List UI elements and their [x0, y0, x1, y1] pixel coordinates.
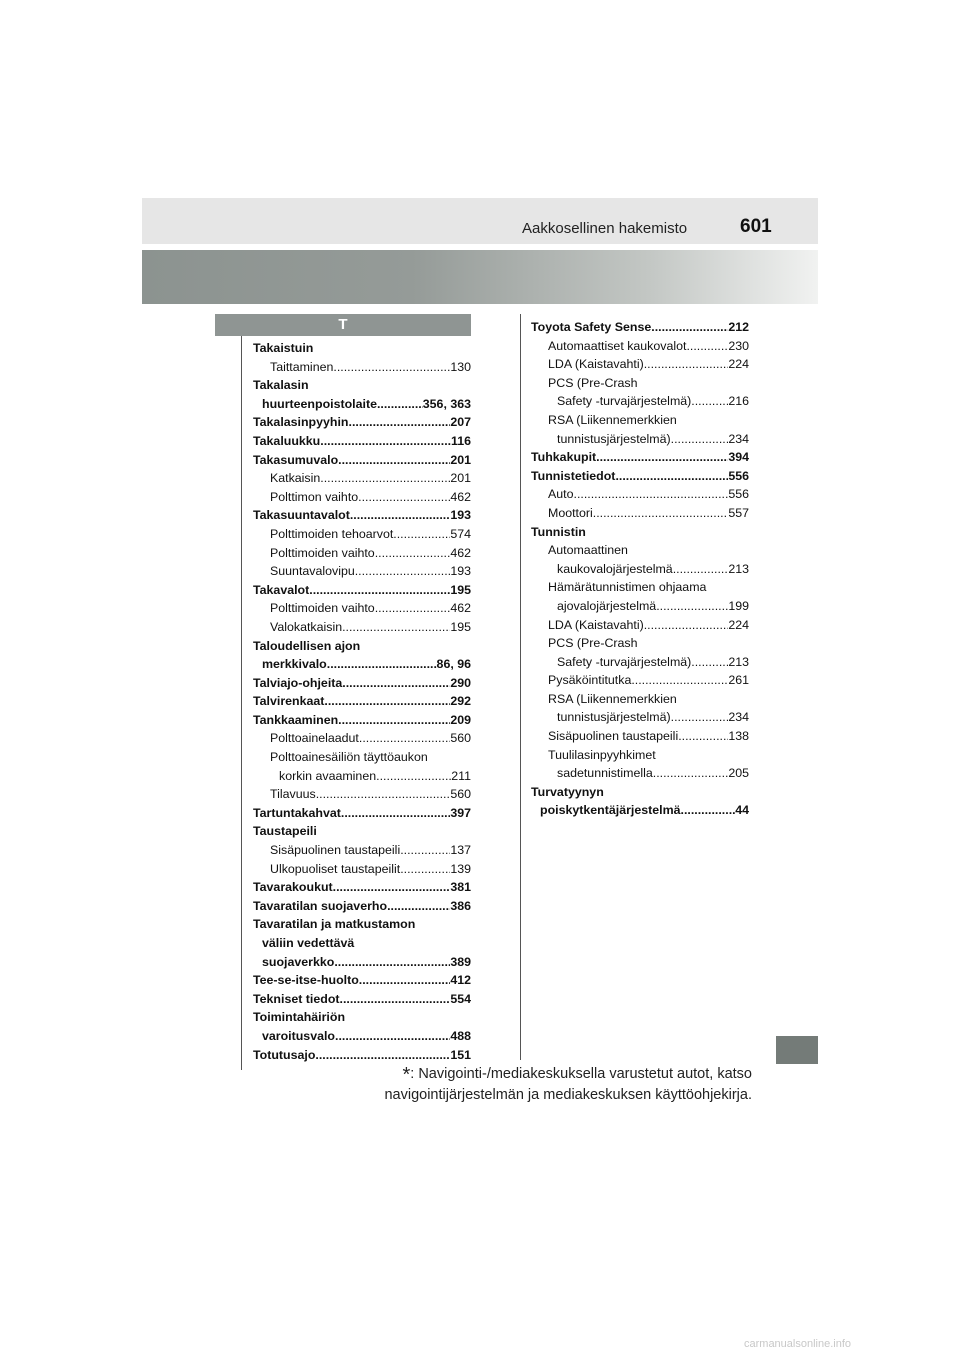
index-entry[interactable]	[531, 523, 749, 542]
index-entry[interactable]	[253, 655, 471, 674]
leader-dots	[359, 971, 451, 990]
index-entry-term: Tartuntakahvat	[253, 805, 341, 820]
leader-dots	[671, 708, 729, 727]
leader-dots	[335, 1027, 450, 1046]
index-entry-page: 139	[450, 861, 471, 876]
leader-dots	[656, 597, 728, 616]
index-entry-page: 381	[450, 880, 471, 895]
index-entry[interactable]	[531, 708, 749, 727]
index-entry[interactable]	[253, 581, 471, 600]
index-entry[interactable]	[531, 411, 749, 430]
index-entry-term: Sisäpuolinen taustapeili	[270, 843, 401, 858]
index-column-right	[531, 318, 749, 820]
index-entry-page: 207	[450, 415, 471, 430]
index-entry[interactable]	[531, 448, 749, 467]
index-entry[interactable]	[253, 953, 471, 972]
index-entry-term: sadetunnistimella	[557, 766, 653, 781]
index-entry[interactable]	[253, 488, 471, 507]
leader-dots	[678, 727, 728, 746]
index-entry[interactable]	[253, 562, 471, 581]
index-entry-term: Pysäköintitutka	[548, 673, 632, 688]
index-entry[interactable]	[253, 1046, 471, 1065]
index-entry[interactable]	[531, 653, 749, 672]
index-entry-term: Tee-se-itse-huolto	[253, 973, 359, 988]
leader-dots	[400, 841, 450, 860]
leader-dots	[333, 878, 451, 897]
index-entry[interactable]	[253, 804, 471, 823]
index-entry[interactable]	[531, 392, 749, 411]
index-entry-page: 44	[735, 803, 749, 818]
index-entry[interactable]	[531, 690, 749, 709]
index-entry-page: 560	[450, 787, 471, 802]
index-entry[interactable]	[253, 915, 471, 934]
index-entry-term: Polttimoiden vaihto	[270, 601, 375, 616]
index-entry-term: Polttimon vaihto	[270, 489, 359, 504]
index-entry[interactable]	[253, 748, 471, 767]
leader-dots	[375, 599, 451, 618]
index-entry[interactable]	[253, 990, 471, 1009]
decorative-gradient-band	[142, 250, 818, 304]
index-entry-page: 224	[728, 617, 749, 632]
index-entry-page: 397	[450, 805, 471, 820]
index-entry-term: varoitusvalo	[262, 1028, 335, 1043]
index-entry-term: PCS (Pre-Crash	[548, 636, 638, 651]
index-entry-term: korkin avaaminen	[279, 768, 377, 783]
index-entry-term: Tunnistin	[531, 524, 586, 539]
index-entry-term: Polttimoiden tehoarvot	[270, 526, 394, 541]
index-entry-term: Sisäpuolinen taustapeili	[548, 729, 679, 744]
leader-dots	[334, 953, 450, 972]
leader-dots	[359, 729, 450, 748]
index-entry[interactable]	[253, 729, 471, 748]
index-entry-page: 193	[450, 564, 471, 579]
leader-dots	[342, 674, 450, 693]
leader-dots	[644, 616, 729, 635]
leader-dots	[338, 451, 450, 470]
index-entry[interactable]	[253, 451, 471, 470]
index-entry-term: Tunnistetiedot	[531, 468, 616, 483]
index-entry-page: 86, 96	[436, 657, 471, 672]
index-entry-term: huurteenpoistolaite	[262, 396, 377, 411]
index-entry-term: Auto	[548, 487, 574, 502]
index-entry[interactable]	[531, 783, 749, 802]
index-entry[interactable]	[531, 430, 749, 449]
page-title: Aakkosellinen hakemisto	[522, 220, 688, 237]
watermark: carmanualsonline.info	[744, 1338, 852, 1350]
index-entry[interactable]	[253, 618, 471, 637]
index-entry-term: Turvatyynyn	[531, 784, 604, 799]
index-entry-page: 412	[450, 973, 471, 988]
index-entry[interactable]	[253, 822, 471, 841]
index-entry-term: Takasuuntavalot	[253, 508, 350, 523]
leader-dots	[596, 448, 728, 467]
index-entry-term: Polttimoiden vaihto	[270, 545, 375, 560]
index-entry-page: 556	[728, 468, 749, 483]
index-entry-page: 356, 363	[422, 396, 471, 411]
leader-dots	[342, 618, 450, 637]
index-entry-term: suojaverkko	[262, 954, 335, 969]
leader-dots	[673, 560, 729, 579]
index-entry-term: RSA (Liikennemerkkien	[548, 691, 677, 706]
index-entry-term: Takavalot	[253, 582, 310, 597]
footnote-line-1: : Navigointi-/mediakeskuksella varustetut autot, katso	[410, 1066, 752, 1082]
index-entry-page: 151	[450, 1047, 471, 1062]
index-entry[interactable]	[531, 578, 749, 597]
index-entry[interactable]	[253, 599, 471, 618]
index-entry-term: Tekniset tiedot	[253, 991, 340, 1006]
index-entry-page: 389	[450, 954, 471, 969]
leader-dots	[340, 990, 451, 1009]
leader-dots	[327, 655, 437, 674]
leader-dots	[681, 801, 736, 820]
index-entry[interactable]	[531, 485, 749, 504]
index-entry-term: Totutusajo	[253, 1047, 316, 1062]
index-entry-page: 209	[450, 712, 471, 727]
section-letter-tab: T	[215, 314, 471, 336]
leader-dots	[316, 785, 451, 804]
index-entry-term: Hämärätunnistimen ohjaama	[548, 580, 707, 595]
index-entry[interactable]	[531, 746, 749, 765]
index-entry-page: 290	[450, 675, 471, 690]
index-entry-term: poiskytkentäjärjestelmä	[540, 803, 681, 818]
index-entry-term: ajovalojärjestelmä	[557, 598, 657, 613]
index-entry-page: 195	[450, 619, 471, 634]
index-entry-page: 224	[728, 357, 749, 372]
index-entry[interactable]	[253, 785, 471, 804]
index-entry[interactable]	[253, 637, 471, 656]
leader-dots	[324, 692, 450, 711]
index-entry-page: 462	[450, 545, 471, 560]
index-entry[interactable]	[253, 376, 471, 395]
index-entry[interactable]	[253, 767, 471, 786]
leader-dots	[338, 711, 450, 730]
leader-dots	[686, 337, 728, 356]
index-entry[interactable]	[531, 671, 749, 690]
section-side-tab[interactable]	[776, 1036, 818, 1064]
leader-dots	[644, 355, 729, 374]
index-entry[interactable]	[531, 597, 749, 616]
index-entry-term: Tavarakoukut	[253, 880, 333, 895]
index-entry[interactable]	[253, 358, 471, 377]
leader-dots	[355, 562, 451, 581]
index-entry-term: Tavaratilan ja matkustamon	[253, 917, 416, 932]
index-entry[interactable]	[253, 469, 471, 488]
index-entry-page: 554	[450, 991, 471, 1006]
index-entry[interactable]	[253, 934, 471, 953]
index-entry-page: 213	[728, 654, 749, 669]
leader-dots	[691, 653, 728, 672]
leader-dots	[349, 413, 451, 432]
index-entry[interactable]	[531, 560, 749, 579]
index-entry[interactable]	[253, 1027, 471, 1046]
index-entry[interactable]	[253, 413, 471, 432]
index-entry-page: 557	[728, 505, 749, 520]
leader-dots	[376, 767, 451, 786]
leader-dots	[320, 469, 450, 488]
index-entry-term: Moottori	[548, 505, 593, 520]
index-entry[interactable]	[253, 674, 471, 693]
index-entry-term: Tuulilasinpyyhkimet	[548, 747, 656, 762]
index-entry-page: 137	[450, 843, 471, 858]
index-entry[interactable]	[253, 339, 471, 358]
index-entry-page: 199	[728, 598, 749, 613]
column-divider	[520, 314, 521, 1060]
index-entry-page: 261	[728, 673, 749, 688]
index-entry[interactable]	[531, 541, 749, 560]
index-entry-term: Automaattinen	[548, 543, 628, 558]
index-entry-term: LDA (Kaistavahti)	[548, 357, 644, 372]
index-entry-page: 201	[450, 471, 471, 486]
index-entry-term: Toimintahäiriön	[253, 1010, 346, 1025]
index-entry-term: Takalasinpyyhin	[253, 415, 349, 430]
index-entry-page: 292	[450, 694, 471, 709]
leader-dots	[375, 544, 451, 563]
index-entry-page: 213	[728, 561, 749, 576]
index-entry[interactable]	[531, 337, 749, 356]
index-entry-page: 230	[728, 338, 749, 353]
index-entry-term: Takaistuin	[253, 341, 314, 355]
leader-dots	[393, 525, 450, 544]
index-entry-term: Tavaratilan suojaverho	[253, 898, 388, 913]
index-entry[interactable]	[253, 971, 471, 990]
index-entry-term: tunnistusjärjestelmä)	[557, 710, 671, 725]
leader-dots	[631, 671, 728, 690]
index-entry-page: 195	[450, 582, 471, 597]
index-entry-term: merkkivalo	[262, 657, 327, 672]
leader-dots	[387, 897, 450, 916]
index-entry-page: 386	[450, 898, 471, 913]
index-entry-term: Takaluukku	[253, 433, 321, 448]
index-entry-term: Suuntavalovipu	[270, 564, 355, 579]
index-entry[interactable]	[531, 374, 749, 393]
leader-dots	[320, 432, 451, 451]
leader-dots	[615, 467, 728, 486]
leader-dots	[691, 392, 728, 411]
leader-dots	[341, 804, 450, 823]
page-number: 601	[740, 216, 772, 237]
index-entry-page: 211	[451, 768, 471, 783]
index-entry[interactable]	[253, 1008, 471, 1027]
index-entry[interactable]	[253, 506, 471, 525]
index-entry-term: kaukovalojärjestelmä	[557, 561, 673, 576]
column-divider	[241, 336, 242, 1070]
leader-dots	[309, 581, 450, 600]
index-entry-term: Katkaisin	[270, 471, 321, 486]
leader-dots	[333, 358, 450, 377]
index-entry-page: 574	[450, 526, 471, 541]
leader-dots	[671, 430, 729, 449]
index-entry-page: 462	[450, 601, 471, 616]
index-entry-term: Talviajo-ohjeita	[253, 675, 343, 690]
index-entry[interactable]	[253, 878, 471, 897]
leader-dots	[315, 1046, 450, 1065]
index-entry-term: Ulkopuoliset taustapeilit	[270, 861, 401, 876]
index-entry[interactable]	[531, 616, 749, 635]
index-entry[interactable]	[253, 860, 471, 879]
index-entry-term: Takasumuvalo	[253, 452, 339, 467]
index-entry-page: 560	[450, 731, 471, 746]
index-entry-term: Taloudellisen ajon	[253, 638, 361, 653]
header-band	[142, 198, 818, 244]
leader-dots	[651, 318, 728, 337]
index-entry[interactable]	[531, 318, 749, 337]
index-entry-page: 193	[450, 508, 471, 523]
index-entry[interactable]	[531, 504, 749, 523]
index-entry-term: RSA (Liikennemerkkien	[548, 412, 677, 427]
index-entry-term: Polttoainelaadut	[270, 731, 359, 746]
index-entry-page: 212	[728, 320, 749, 334]
index-entry-term: väliin vedettävä	[262, 936, 355, 950]
index-entry[interactable]	[253, 692, 471, 711]
index-entry[interactable]	[531, 467, 749, 486]
leader-dots	[653, 764, 729, 783]
index-entry[interactable]	[253, 897, 471, 916]
index-entry[interactable]	[531, 355, 749, 374]
index-entry[interactable]	[531, 634, 749, 653]
index-entry-page: 138	[728, 729, 749, 744]
index-entry[interactable]	[253, 544, 471, 563]
index-entry-page: 116	[451, 433, 471, 448]
index-entry-term: LDA (Kaistavahti)	[548, 617, 644, 632]
index-entry[interactable]	[531, 801, 749, 820]
leader-dots	[593, 504, 729, 523]
leader-dots	[350, 506, 450, 525]
index-entry[interactable]	[253, 711, 471, 730]
index-entry-page: 201	[450, 452, 471, 467]
index-entry-page: 462	[450, 489, 471, 504]
index-entry-page: 234	[728, 710, 749, 725]
leader-dots	[574, 485, 729, 504]
leader-dots	[377, 395, 423, 414]
index-entry-term: tunnistusjärjestelmä)	[557, 431, 671, 446]
index-entry[interactable]	[253, 841, 471, 860]
index-entry-term: Taittaminen	[270, 359, 334, 374]
leader-dots	[400, 860, 450, 879]
index-entry-term: Tuhkakupit	[531, 450, 597, 465]
index-entry-term: Valokatkaisin	[270, 619, 343, 634]
index-entry[interactable]	[253, 525, 471, 544]
index-column-left	[253, 339, 471, 1064]
index-entry[interactable]	[253, 432, 471, 451]
index-entry-term: Taustapeili	[253, 824, 317, 839]
index-entry-page: 216	[728, 394, 749, 409]
footnote	[360, 1064, 752, 1105]
index-entry-term: Takalasin	[253, 378, 309, 393]
index-entry-term: PCS (Pre-Crash	[548, 375, 638, 390]
footnote-star: *	[402, 1064, 411, 1086]
index-entry[interactable]	[531, 764, 749, 783]
index-entry-page: 488	[450, 1028, 471, 1043]
index-entry-term: Tilavuus	[270, 787, 316, 802]
index-entry-term: Polttoainesäiliön täyttöaukon	[270, 750, 428, 765]
index-entry-page: 556	[728, 487, 749, 502]
index-entry-page: 394	[728, 450, 749, 465]
index-entry-term: Tankkaaminen	[253, 712, 339, 727]
index-entry[interactable]	[253, 395, 471, 414]
leader-dots	[358, 488, 450, 507]
index-entry-term: Safety -turvajärjestelmä)	[557, 394, 692, 409]
index-entry-term: Talvirenkaat	[253, 694, 325, 709]
index-entry-term: Safety -turvajärjestelmä)	[557, 654, 692, 669]
index-entry[interactable]	[531, 727, 749, 746]
index-entry-page: 130	[450, 359, 471, 374]
footnote-line-2: navigointijärjestelmän ja mediakeskuksen käyttöohjekirja.	[384, 1087, 752, 1103]
index-entry-term: Automaattiset kaukovalot	[548, 338, 687, 353]
index-entry-page: 205	[728, 766, 749, 781]
index-entry-page: 234	[728, 431, 749, 446]
index-entry-term: Toyota Safety Sense	[531, 320, 652, 334]
